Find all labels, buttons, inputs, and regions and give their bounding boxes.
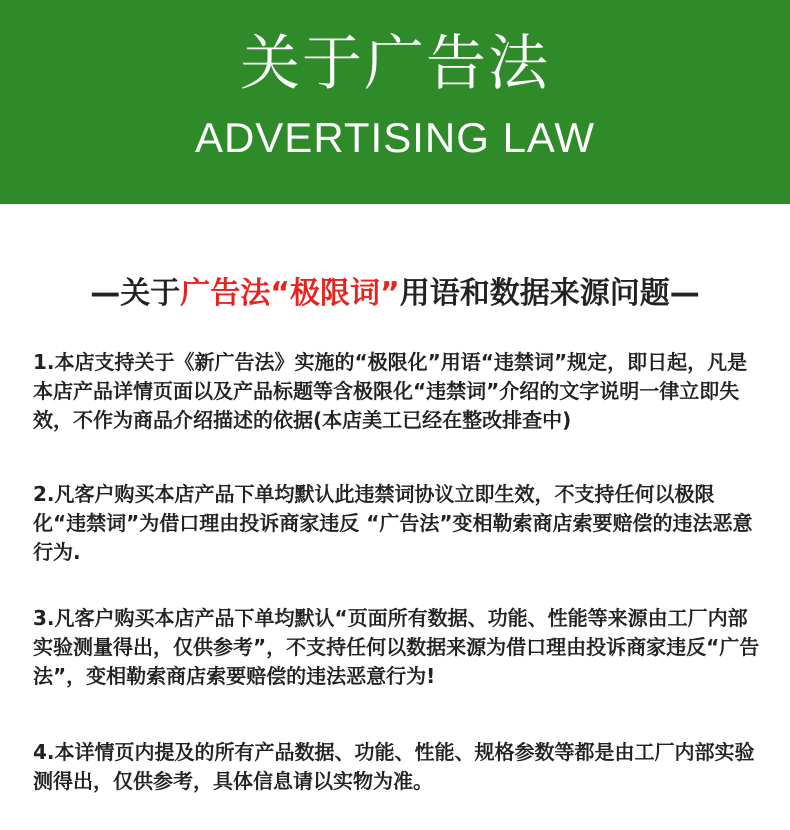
clause-1: 1.本店支持关于《新广告法》实施的“极限化”用语“违禁词”规定，即日起，凡是本店产品详情页面以及产品标题等含极限化“违禁词”介绍的文字说明一律立即失效，不作为商品介绍描述的依据(本店美工已经在整改排查中) bbox=[33, 350, 748, 432]
clause-3: 3.凡客户购买本店产品下单均默认“页面所有数据、功能、性能等来源由工厂内部实验测量得出，仅供参考”，不支持任何以数据来源为借口理由投诉商家违反“广告法”，变相勒索商店索要赔偿的违法恶意行为! bbox=[33, 606, 760, 688]
heading-prefix: —关于 bbox=[90, 276, 181, 311]
heading-highlight: 广告法“极限词” bbox=[180, 276, 400, 311]
header-banner bbox=[0, 0, 790, 204]
clause-2: 2.凡客户购买本店产品下单均默认此违禁词协议立即生效，不支持任何以极限化“违禁词”为借口理由投诉商家违反 “广告法”变相勒索商店索要赔偿的违法恶意行为. bbox=[33, 482, 753, 564]
section-heading bbox=[0, 272, 790, 316]
heading-suffix: 用语和数据来源问题— bbox=[399, 276, 700, 311]
banner-subtitle: ADVERTISING LAW bbox=[194, 114, 596, 161]
banner-title: 关于广告法 bbox=[240, 29, 550, 99]
clause-4: 4.本详情页内提及的所有产品数据、功能、性能、规格参数等都是由工厂内部实验测得出，仅供参考，具体信息请以实物为准。 bbox=[33, 740, 755, 793]
